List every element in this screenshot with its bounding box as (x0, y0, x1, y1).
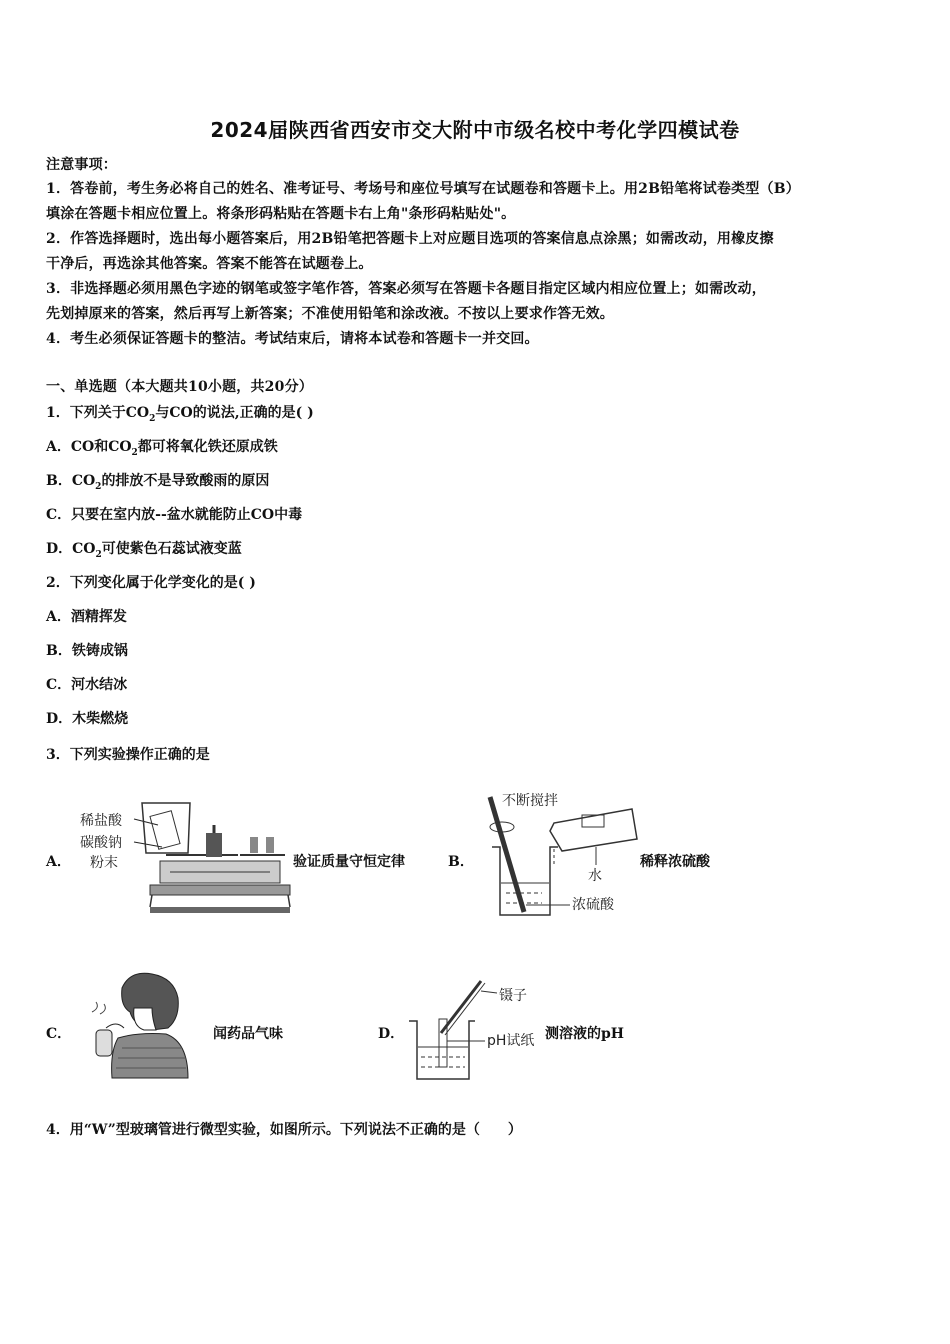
weight-icon (266, 837, 274, 853)
notice-line: 填涂在答题卡相应位置上。将条形码粘贴在答题卡右上角"条形码粘贴处"。 (46, 206, 516, 222)
label-ph-paper: pH试纸 (487, 1033, 535, 1049)
subscript-2: 2 (95, 481, 102, 492)
q1-a-post: 都可将氧化铁还原成铁 (137, 439, 278, 455)
dilute-acid-figure (482, 787, 632, 917)
page-title: 2024届陕西省西安市交大附中市级名校中考化学四模试卷 (210, 118, 740, 142)
q1-a-pre: A．CO和CO (46, 439, 132, 455)
q3-option-c-caption: 闻药品气味 (213, 1026, 283, 1042)
label-sodium-carbonate: 碳酸钠 (80, 835, 122, 851)
q1-stem-a: 1．下列关于CO (46, 405, 150, 421)
q2-option-c: C．河水结冰 (46, 677, 128, 693)
q1-option-c: C．只要在室内放--盆水就能防止CO中毒 (46, 507, 303, 523)
notice-line: 3．非选择题必须用黑色字迹的钢笔或签字笔作答，答案必须写在答题卡各题目指定区域内相应位置上；如需改动， (46, 281, 766, 297)
question-4-stem: 4．用“W”型玻璃管进行微型实验，如图所示。下列说法不正确的是（ ） (46, 1122, 522, 1138)
notice-line: 1．答卷前，考生务必将自己的姓名、准考证号、考场号和座位号填写在试题卷和答题卡上。用2B铅笔将试卷类型（B） (46, 181, 800, 197)
label-keep-stirring: 不断搅拌 (502, 793, 558, 809)
notice-line: 2．作答选择题时，选出每小题答案后，用2B铅笔把答题卡上对应题目选项的答案信息点涂黑；如需改动，用橡皮擦 (46, 231, 774, 247)
ph-test-figure (405, 975, 545, 1085)
q3-option-d-caption: 测溶液的pH (545, 1026, 625, 1042)
q2-option-d: D．木柴燃烧 (46, 711, 129, 727)
notice-line: 先划掉原来的答案，然后再写上新答案；不准使用铅笔和涂改液。不按以上要求作答无效。 (46, 306, 614, 322)
q3-option-c-letter: C． (46, 1026, 72, 1042)
subscript-2: 2 (95, 549, 102, 560)
q1-b-pre: B．CO (46, 473, 96, 489)
weight-icon (250, 837, 258, 853)
question-2-stem: 2．下列变化属于化学变化的是( ) (46, 575, 256, 591)
q1-option-d (46, 538, 242, 560)
question-3-stem: 3．下列实验操作正确的是 (46, 747, 210, 763)
reagent-bottle-icon (96, 1030, 112, 1056)
glass-rod-icon (490, 797, 524, 912)
label-water: 水 (588, 868, 602, 884)
q3-option-a-letter: A． (46, 854, 71, 870)
q1-option-b (46, 470, 269, 492)
q3-option-a-caption: 验证质量守恒定律 (293, 854, 405, 870)
notice-line: 4．考生必须保证答题卡的整洁。考试结束后，请将本试卷和答题卡一并交回。 (46, 331, 539, 347)
q1-d-pre: D．CO (46, 541, 96, 557)
label-dilute-hcl: 稀盐酸 (80, 813, 122, 829)
q1-b-post: 的排放不是导致酸雨的原因 (101, 473, 270, 489)
q1-d-post: 可使紫色石蕊试液变蓝 (101, 541, 242, 557)
q3-option-b-letter: B． (448, 854, 474, 870)
section-heading: 一、单选题（本大题共10小题，共20分） (46, 379, 313, 395)
notice-line: 干净后，再选涂其他答案。答案不能答在试题卷上。 (46, 256, 373, 272)
balance-experiment-figure (70, 795, 295, 920)
notice-heading: 注意事项： (46, 157, 117, 173)
q3-option-d-letter: D． (378, 1026, 405, 1042)
q3-option-b-caption: 稀释浓硫酸 (640, 854, 710, 870)
question-1-stem (46, 402, 314, 424)
q2-option-b: B．铁铸成锅 (46, 643, 128, 659)
balance-base-icon (150, 885, 290, 895)
q1-stem-b: 与CO的说法,正确的是( ) (155, 405, 314, 421)
subscript-2: 2 (149, 413, 156, 424)
label-powder: 粉末 (90, 855, 118, 871)
person-body-icon (112, 1034, 188, 1079)
label-tweezers: 镊子 (499, 988, 527, 1004)
pointer-column-icon (206, 833, 222, 857)
subscript-2: 2 (131, 447, 138, 458)
beaker-icon (142, 803, 190, 853)
q1-option-a (46, 436, 278, 458)
q2-option-a: A．酒精挥发 (46, 609, 127, 625)
label-concentrated-acid: 浓硫酸 (572, 897, 614, 913)
smell-chemical-figure (82, 968, 192, 1086)
test-tube-icon (150, 811, 180, 850)
